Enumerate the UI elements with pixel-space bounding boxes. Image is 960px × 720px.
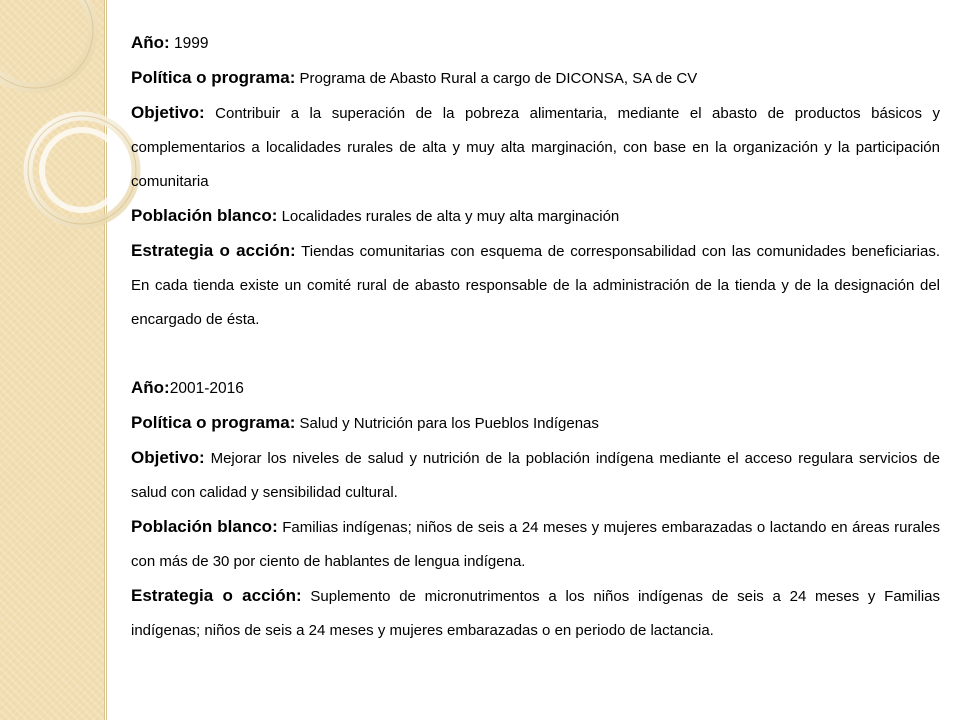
program-label: Política o programa: (131, 68, 296, 87)
objective-paragraph (131, 96, 940, 199)
strategy-label: Estrategia o acción: (131, 586, 302, 605)
objective-label: Objetivo: (131, 448, 205, 467)
strategy-label: Estrategia o acción: (131, 241, 296, 260)
population-label: Población blanco: (131, 206, 278, 225)
program-value: Programa de Abasto Rural a cargo de DICONSA, SA de CV (295, 70, 698, 87)
decorative-ring-top (0, 0, 93, 88)
section-spacer (131, 337, 940, 371)
year-label: Año: (131, 378, 170, 397)
year-line (131, 371, 940, 406)
population-line (131, 199, 940, 234)
strategy-text: Tiendas comunitarias con esquema de corresponsabilidad con las comunidades beneficiarias. En cada tienda existe un comité rural de abasto responsable de la administración de la tienda y de la designación del encargado de ésta. (131, 243, 940, 328)
year-value: 1999 (169, 35, 209, 52)
strategy-paragraph (131, 234, 940, 337)
objective-paragraph (131, 441, 940, 510)
year-line (131, 26, 940, 61)
program-label: Política o programa: (131, 413, 296, 432)
objective-text: Contribuir a la superación de la pobreza alimentaria, mediante el abasto de productos básicos y complementarios a localidades rurales de alta y muy alta marginación, con base en la organización y la participación comunitaria (131, 105, 940, 190)
objective-label: Objetivo: (131, 103, 205, 122)
program-record-2001-2016 (131, 371, 940, 648)
population-label: Población blanco: (131, 517, 278, 536)
slide-text-body (131, 26, 940, 648)
strategy-text: Suplemento de micronutrimentos a los niños indígenas de seis a 24 meses y Familias indígenas; niños de seis a 24 meses y mujeres embarazadas o en periodo de lactancia. (131, 588, 941, 639)
program-value: Salud y Nutrición para los Pueblos Indígenas (295, 415, 599, 432)
population-text: Familias indígenas; niños de seis a 24 meses y mujeres embarazadas o lactando en áreas rurales con más de 30 por ciento de hablantes de lengua indígena. (131, 519, 940, 570)
strategy-paragraph (131, 579, 940, 648)
program-line (131, 61, 940, 96)
decorative-ring-inner (42, 130, 122, 210)
year-value: 2001-2016 (169, 380, 244, 397)
population-paragraph (131, 510, 940, 579)
year-label: Año: (131, 33, 170, 52)
program-line (131, 406, 940, 441)
population-value: Localidades rurales de alta y muy alta marginación (277, 208, 620, 225)
objective-text: Mejorar los niveles de salud y nutrición de la población indígena mediante el acceso regulara servicios de salud con calidad y sensibilidad cultural. (131, 450, 940, 501)
program-record-1999 (131, 26, 940, 337)
